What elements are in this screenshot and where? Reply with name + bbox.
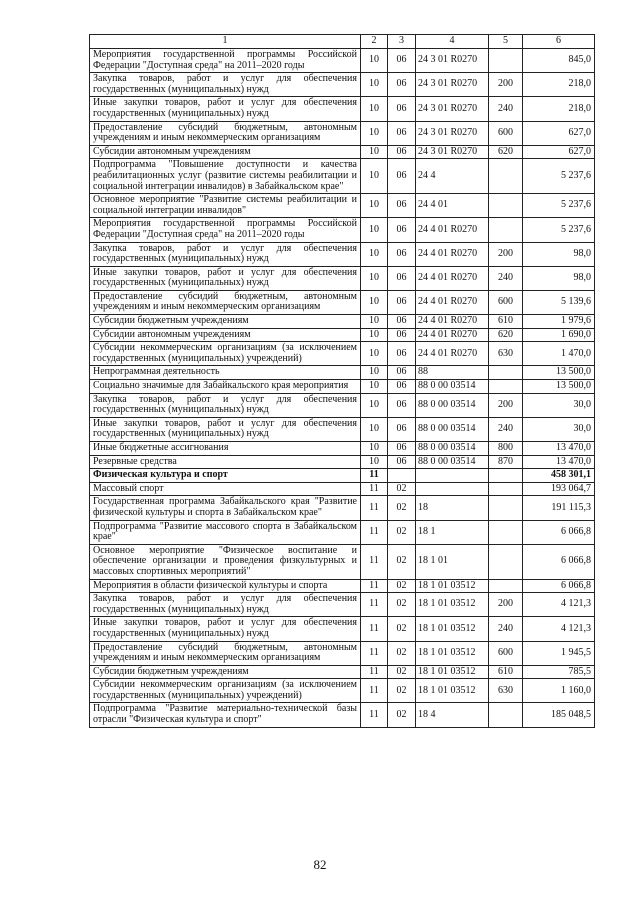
row-subsection: 02 (388, 593, 416, 617)
row-target-code: 24 4 (416, 159, 489, 194)
table-row (90, 442, 595, 456)
row-amount: 1 160,0 (523, 679, 595, 703)
row-name: Физическая культура и спорт (90, 469, 361, 483)
row-subsection: 06 (388, 417, 416, 441)
row-subsection: 02 (388, 496, 416, 520)
row-target-code: 88 (416, 366, 489, 380)
row-amount: 627,0 (523, 145, 595, 159)
row-subsection: 06 (388, 145, 416, 159)
row-subsection: 02 (388, 703, 416, 727)
row-section: 10 (361, 266, 388, 290)
row-amount: 193 064,7 (523, 482, 595, 496)
row-subsection: 06 (388, 121, 416, 145)
row-amount: 218,0 (523, 73, 595, 97)
table-row (90, 482, 595, 496)
row-section: 10 (361, 366, 388, 380)
row-expense-type (489, 49, 523, 73)
row-amount: 98,0 (523, 242, 595, 266)
row-target-code: 88 0 00 03514 (416, 380, 489, 394)
row-amount: 1 945,5 (523, 641, 595, 665)
row-target-code: 18 4 (416, 703, 489, 727)
row-expense-type (489, 380, 523, 394)
row-section: 11 (361, 617, 388, 641)
row-target-code: 24 3 01 R0270 (416, 145, 489, 159)
row-target-code: 18 1 01 (416, 544, 489, 579)
row-section: 10 (361, 194, 388, 218)
row-expense-type: 630 (489, 342, 523, 366)
row-amount: 5 237,6 (523, 159, 595, 194)
row-name: Закупка товаров, работ и услуг для обеспечения государственных (муниципальных) нужд (90, 73, 361, 97)
row-section: 10 (361, 242, 388, 266)
row-subsection: 06 (388, 328, 416, 342)
row-subsection: 02 (388, 665, 416, 679)
table-row (90, 393, 595, 417)
row-expense-type (489, 482, 523, 496)
row-name: Массовый спорт (90, 482, 361, 496)
row-name: Субсидии автономным учреждениям (90, 145, 361, 159)
row-section: 10 (361, 49, 388, 73)
table-row (90, 342, 595, 366)
row-target-code: 18 1 01 03512 (416, 593, 489, 617)
row-name: Мероприятия в области физической культуры и спорта (90, 579, 361, 593)
row-section: 10 (361, 159, 388, 194)
row-subsection: 02 (388, 641, 416, 665)
row-expense-type (489, 218, 523, 242)
table-row (90, 73, 595, 97)
row-subsection: 06 (388, 290, 416, 314)
row-target-code: 18 1 01 03512 (416, 579, 489, 593)
row-target-code: 24 4 01 R0270 (416, 342, 489, 366)
row-subsection: 06 (388, 455, 416, 469)
table-row (90, 593, 595, 617)
table-row (90, 617, 595, 641)
table-row (90, 242, 595, 266)
row-subsection: 06 (388, 73, 416, 97)
row-expense-type (489, 159, 523, 194)
row-subsection: 02 (388, 617, 416, 641)
row-target-code: 24 3 01 R0270 (416, 121, 489, 145)
row-name: Подпрограмма "Развитие материально-технической базы отрасли "Физическая культура и спорт" (90, 703, 361, 727)
row-subsection: 06 (388, 342, 416, 366)
row-name: Мероприятия государственной программы Российской Федерации "Доступная среда" на 2011–2020 годы (90, 49, 361, 73)
row-expense-type: 600 (489, 641, 523, 665)
row-amount: 6 066,8 (523, 579, 595, 593)
row-expense-type (489, 579, 523, 593)
row-name: Подпрограмма "Развитие массового спорта в Забайкальском крае" (90, 520, 361, 544)
table-row (90, 145, 595, 159)
row-name: Иные бюджетные ассигнования (90, 442, 361, 456)
row-section: 10 (361, 97, 388, 121)
row-section: 11 (361, 641, 388, 665)
row-name: Иные закупки товаров, работ и услуг для обеспечения государственных (муниципальных) нужд (90, 97, 361, 121)
row-subsection: 06 (388, 393, 416, 417)
row-amount: 785,5 (523, 665, 595, 679)
row-amount: 5 237,6 (523, 218, 595, 242)
row-section: 11 (361, 482, 388, 496)
row-name: Резервные средства (90, 455, 361, 469)
row-target-code: 24 4 01 R0270 (416, 266, 489, 290)
table-row (90, 218, 595, 242)
row-section: 11 (361, 703, 388, 727)
row-subsection: 06 (388, 159, 416, 194)
row-amount: 191 115,3 (523, 496, 595, 520)
row-section: 10 (361, 218, 388, 242)
header-col-5: 5 (489, 35, 523, 49)
header-col-4: 4 (416, 35, 489, 49)
row-section: 11 (361, 520, 388, 544)
row-expense-type: 600 (489, 121, 523, 145)
header-col-3: 3 (388, 35, 416, 49)
row-expense-type: 240 (489, 617, 523, 641)
table-row (90, 315, 595, 329)
table-row (90, 579, 595, 593)
row-name: Субсидии бюджетным учреждениям (90, 315, 361, 329)
table-row (90, 544, 595, 579)
row-expense-type: 620 (489, 328, 523, 342)
row-amount: 13 500,0 (523, 366, 595, 380)
row-target-code: 24 3 01 R0270 (416, 73, 489, 97)
row-target-code (416, 482, 489, 496)
row-expense-type: 200 (489, 242, 523, 266)
row-target-code: 18 1 01 03512 (416, 641, 489, 665)
row-expense-type: 240 (489, 266, 523, 290)
row-section: 10 (361, 315, 388, 329)
row-section: 10 (361, 393, 388, 417)
row-subsection: 06 (388, 97, 416, 121)
row-section: 11 (361, 469, 388, 483)
row-target-code: 18 1 01 03512 (416, 679, 489, 703)
row-subsection (388, 469, 416, 483)
row-subsection: 02 (388, 579, 416, 593)
row-name: Государственная программа Забайкальского края "Развитие физической культуры и спорта в Забайкальском крае" (90, 496, 361, 520)
row-subsection: 06 (388, 49, 416, 73)
row-section: 11 (361, 679, 388, 703)
header-col-1: 1 (90, 35, 361, 49)
row-section: 11 (361, 544, 388, 579)
row-expense-type (489, 366, 523, 380)
row-section: 10 (361, 417, 388, 441)
table-row (90, 49, 595, 73)
row-name: Закупка товаров, работ и услуг для обеспечения государственных (муниципальных) нужд (90, 393, 361, 417)
row-expense-type: 800 (489, 442, 523, 456)
row-amount: 30,0 (523, 393, 595, 417)
row-target-code: 18 1 (416, 520, 489, 544)
row-section: 10 (361, 455, 388, 469)
table-row (90, 159, 595, 194)
row-amount: 98,0 (523, 266, 595, 290)
row-name: Субсидии некоммерческим организациям (за исключением государственных (муниципальных) учреждений) (90, 342, 361, 366)
row-amount: 5 237,6 (523, 194, 595, 218)
row-target-code: 24 4 01 R0270 (416, 218, 489, 242)
table-row (90, 97, 595, 121)
row-subsection: 06 (388, 442, 416, 456)
row-name: Мероприятия государственной программы Российской Федерации "Доступная среда" на 2011–2020 годы (90, 218, 361, 242)
row-name: Основное мероприятие "Физическое воспитание и обеспечение организации и проведения физкультурных и массовых спортивных мероприятий" (90, 544, 361, 579)
row-subsection: 06 (388, 315, 416, 329)
row-section: 10 (361, 121, 388, 145)
table-row (90, 380, 595, 394)
row-section: 11 (361, 496, 388, 520)
row-amount: 30,0 (523, 417, 595, 441)
table-row (90, 665, 595, 679)
row-expense-type: 600 (489, 290, 523, 314)
row-amount: 1 470,0 (523, 342, 595, 366)
row-subsection: 02 (388, 520, 416, 544)
row-expense-type: 630 (489, 679, 523, 703)
row-subsection: 02 (388, 679, 416, 703)
row-amount: 1 690,0 (523, 328, 595, 342)
row-name: Социально значимые для Забайкальского края мероприятия (90, 380, 361, 394)
table-row (90, 641, 595, 665)
row-target-code: 24 4 01 (416, 194, 489, 218)
row-expense-type: 610 (489, 315, 523, 329)
row-amount: 627,0 (523, 121, 595, 145)
row-amount: 6 066,8 (523, 544, 595, 579)
row-section: 10 (361, 342, 388, 366)
row-amount: 13 470,0 (523, 442, 595, 456)
row-amount: 6 066,8 (523, 520, 595, 544)
row-amount: 845,0 (523, 49, 595, 73)
row-section: 10 (361, 73, 388, 97)
table-row (90, 290, 595, 314)
page-number: 82 (313, 857, 327, 872)
row-name: Основное мероприятие "Развитие системы реабилитации и социальной интеграции инвалидов" (90, 194, 361, 218)
row-amount: 5 139,6 (523, 290, 595, 314)
row-expense-type (489, 544, 523, 579)
table-row (90, 496, 595, 520)
table-row (90, 469, 595, 483)
row-expense-type: 620 (489, 145, 523, 159)
row-section: 11 (361, 579, 388, 593)
row-name: Субсидии некоммерческим организациям (за исключением государственных (муниципальных) учреждений) (90, 679, 361, 703)
row-subsection: 06 (388, 366, 416, 380)
row-expense-type: 870 (489, 455, 523, 469)
row-expense-type: 200 (489, 393, 523, 417)
header-row (90, 35, 595, 49)
row-section: 10 (361, 290, 388, 314)
row-section: 11 (361, 593, 388, 617)
row-name: Предоставление субсидий бюджетным, автономным учреждениям и иным некоммерческим организациям (90, 641, 361, 665)
row-subsection: 02 (388, 544, 416, 579)
row-subsection: 06 (388, 380, 416, 394)
row-section: 11 (361, 665, 388, 679)
row-name: Иные закупки товаров, работ и услуг для обеспечения государственных (муниципальных) нужд (90, 617, 361, 641)
table-row (90, 121, 595, 145)
row-target-code: 18 1 01 03512 (416, 617, 489, 641)
row-section: 10 (361, 442, 388, 456)
row-target-code: 24 4 01 R0270 (416, 242, 489, 266)
row-amount: 13 470,0 (523, 455, 595, 469)
row-subsection: 06 (388, 242, 416, 266)
row-expense-type (489, 496, 523, 520)
table-row (90, 266, 595, 290)
row-name: Предоставление субсидий бюджетным, автономным учреждениям и иным некоммерческим организациям (90, 290, 361, 314)
row-expense-type (489, 469, 523, 483)
row-name: Субсидии автономным учреждениям (90, 328, 361, 342)
row-target-code: 24 4 01 R0270 (416, 328, 489, 342)
row-subsection: 06 (388, 218, 416, 242)
row-target-code: 24 3 01 R0270 (416, 97, 489, 121)
row-target-code (416, 469, 489, 483)
table-row (90, 194, 595, 218)
row-name: Закупка товаров, работ и услуг для обеспечения государственных (муниципальных) нужд (90, 242, 361, 266)
row-target-code: 24 4 01 R0270 (416, 290, 489, 314)
header-col-2: 2 (361, 35, 388, 49)
table-row (90, 455, 595, 469)
row-amount: 458 301,1 (523, 469, 595, 483)
row-section: 10 (361, 380, 388, 394)
row-name: Закупка товаров, работ и услуг для обеспечения государственных (муниципальных) нужд (90, 593, 361, 617)
table-row (90, 328, 595, 342)
row-amount: 218,0 (523, 97, 595, 121)
row-section: 10 (361, 328, 388, 342)
row-subsection: 06 (388, 194, 416, 218)
row-name: Непрограммная деятельность (90, 366, 361, 380)
table-row (90, 417, 595, 441)
row-amount: 4 121,3 (523, 593, 595, 617)
row-amount: 1 979,6 (523, 315, 595, 329)
row-subsection: 06 (388, 266, 416, 290)
row-target-code: 18 (416, 496, 489, 520)
row-target-code: 88 0 00 03514 (416, 393, 489, 417)
table-row (90, 366, 595, 380)
row-name: Иные закупки товаров, работ и услуг для обеспечения государственных (муниципальных) нужд (90, 417, 361, 441)
row-target-code: 18 1 01 03512 (416, 665, 489, 679)
row-expense-type: 240 (489, 417, 523, 441)
table-row (90, 520, 595, 544)
row-expense-type: 240 (489, 97, 523, 121)
row-expense-type (489, 703, 523, 727)
row-expense-type: 610 (489, 665, 523, 679)
row-name: Иные закупки товаров, работ и услуг для обеспечения государственных (муниципальных) нужд (90, 266, 361, 290)
row-section: 10 (361, 145, 388, 159)
budget-table (89, 34, 595, 728)
table-row (90, 703, 595, 727)
row-expense-type: 200 (489, 73, 523, 97)
header-col-6: 6 (523, 35, 595, 49)
row-target-code: 88 0 00 03514 (416, 455, 489, 469)
row-expense-type (489, 194, 523, 218)
row-expense-type (489, 520, 523, 544)
row-subsection: 02 (388, 482, 416, 496)
row-name: Субсидии бюджетным учреждениям (90, 665, 361, 679)
table-row (90, 679, 595, 703)
row-target-code: 88 0 00 03514 (416, 417, 489, 441)
row-amount: 4 121,3 (523, 617, 595, 641)
row-name: Предоставление субсидий бюджетным, автономным учреждениям и иным некоммерческим организациям (90, 121, 361, 145)
row-target-code: 88 0 00 03514 (416, 442, 489, 456)
row-amount: 13 500,0 (523, 380, 595, 394)
row-expense-type: 200 (489, 593, 523, 617)
row-target-code: 24 3 01 R0270 (416, 49, 489, 73)
row-amount: 185 048,5 (523, 703, 595, 727)
row-name: Подпрограмма "Повышение доступности и качества реабилитационных услуг (развитие системы реабилитации и социальной интеграции инвалидов) в Забайкальском крае" (90, 159, 361, 194)
row-target-code: 24 4 01 R0270 (416, 315, 489, 329)
